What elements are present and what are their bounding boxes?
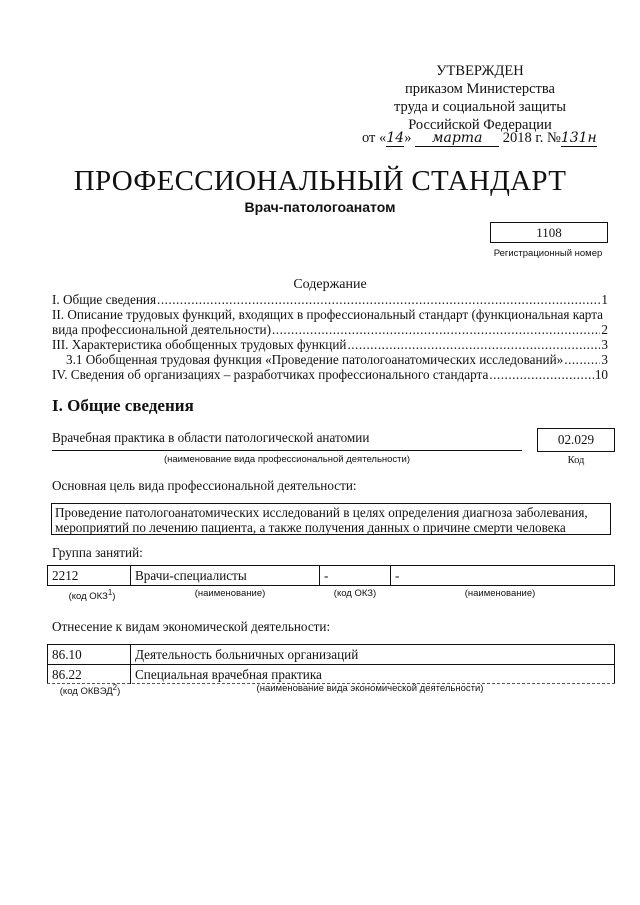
footnote-mark: 2 [112,683,118,692]
page-title: ПРОФЕССИОНАЛЬНЫЙ СТАНДАРТ [73,165,567,197]
activity-name: Врачебная практика в области патологической анатомии [52,430,370,445]
activity-code-box: 02.029 [537,428,615,452]
section-title: I. Общие сведения [52,396,194,415]
group-code2-cell: - [320,566,391,586]
toc-item-page: 3 [601,337,608,352]
caption-text: ) [112,591,116,603]
okved-code-cell: 86.10 [48,645,131,665]
goal-label: Основная цель вида профессиональной деятельности: [52,478,357,493]
toc-item-page: 3 [601,352,608,367]
page-subtitle: Врач-патологоанатом [244,199,396,215]
toc-leader-dots [347,337,600,352]
okved-code-cell: 86.22 [48,665,131,685]
order-month: марта [415,131,499,147]
toc-item[interactable] [52,352,608,367]
toc-item[interactable] [52,337,608,352]
group-code-cell: 2212 [48,566,131,586]
table-of-contents [52,292,608,382]
caption-text: ) [117,686,121,698]
approval-ministry-text: труда и социальной защиты [394,99,566,115]
order-year: 2018 г. № [502,130,561,146]
activity-name-caption: (наименование вида профессиональной деятельности) [163,454,411,465]
toc-item-page: 2 [601,322,608,337]
registration-number-box: 1108 [490,222,608,243]
toc-leader-dots [489,367,593,382]
group-name2-cell: - [391,566,615,586]
group-name-cell: Врачи-специалисты [131,566,320,586]
toc-item-text: III. Характеристика обобщенных трудовых функций [52,337,347,352]
toc-item[interactable] [52,292,608,307]
footnote-mark: 1 [107,588,113,597]
order-number: 131н [560,130,597,146]
activity-code-caption: Код [567,455,585,466]
order-from: от « [362,130,387,146]
toc-item-text: II. Описание трудовых функций, входящих в профессиональный стандарт (функциональная карта [52,307,603,322]
econ-activity-table [47,644,615,684]
toc-leader-dots [564,352,600,367]
toc-item[interactable] [52,367,608,382]
okz-code-caption [52,588,132,602]
goal-box [51,503,611,535]
toc-item-page: 1 [601,292,608,307]
toc-item-text: вида профессиональной деятельности) [52,322,271,337]
toc-item-continuation[interactable] [52,322,608,337]
econ-label: Отнесение к видам экономической деятельности: [52,619,331,634]
toc-item[interactable] [52,307,608,322]
okved-name-cell: Специальная врачебная практика [131,665,615,685]
okved-name-caption: (наименование вида экономической деятельности) [256,683,484,694]
approval-country-text: Российской Федерации [408,117,552,133]
toc-title: Содержание [293,277,367,292]
okved-name-cell: Деятельность больничных организаций [131,645,615,665]
okved-code-caption [50,683,130,697]
table-row [48,566,615,586]
toc-leader-dots [272,322,600,337]
toc-item-page: 10 [594,367,608,382]
okz-name-caption: (наименование) [194,588,266,599]
okz-code2-caption: (код ОКЗ) [333,588,377,599]
approval-heading: УТВЕРЖДЕН [436,63,524,79]
toc-leader-dots [157,292,600,307]
order-date-line [362,130,612,147]
group-label: Группа занятий: [52,545,143,560]
goal-text: Проведение патологоанатомических исследований в целях определения диагноза заболевания, мероприятий по лечению пациента, а также получения данных о причине смерти человека [55,505,588,535]
order-day: 14 [386,130,405,146]
okz-name2-caption: (наименование) [464,588,536,599]
order-close-quote: » [404,130,412,146]
table-row [48,645,615,665]
caption-text: (код ОКЗ [68,591,108,603]
caption-text: (код ОКВЭД [59,686,113,698]
table-row [48,665,615,685]
approval-block [360,62,600,134]
toc-item-text: 3.1 Обобщенная трудовая функция «Проведение патологоанатомических исследований» [66,352,564,367]
toc-item-text: I. Общие сведения [52,292,157,307]
occupation-group-table [47,565,615,586]
registration-number-label: Регистрационный номер [493,248,603,259]
toc-item-text: IV. Сведения об организациях – разработчиках профессионального стандарта [52,367,489,382]
activity-name-field [52,430,522,451]
approval-order-text: приказом Министерства [405,81,555,97]
